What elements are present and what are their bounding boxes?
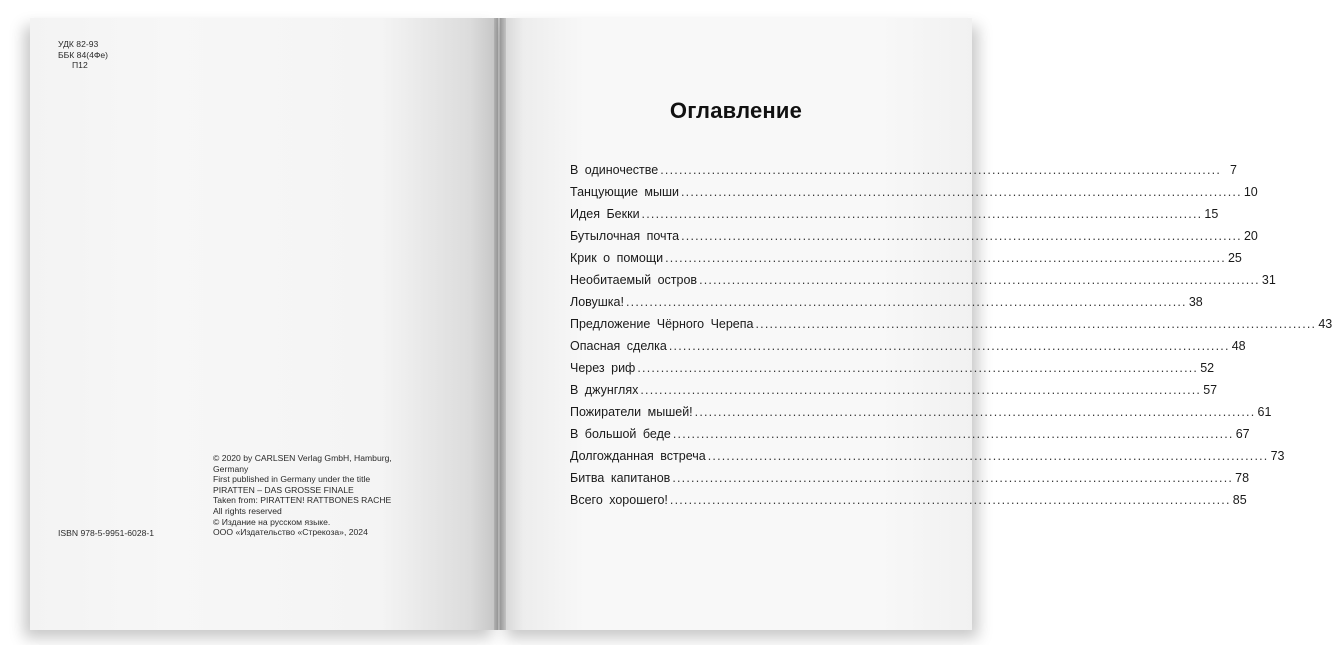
toc-entry-page-number: 57 — [1203, 383, 1218, 397]
toc-leader-dots: ........................................................................................................................ — [641, 207, 1203, 221]
table-of-contents — [570, 163, 1332, 515]
toc-leader-dots: ........................................................................................................................ — [707, 449, 1269, 463]
toc-entry-title: Опасная сделка — [570, 339, 667, 353]
toc-leader-dots: ........................................................................................................................ — [755, 317, 1317, 331]
toc-leader-dots: ........................................................................................................................ — [699, 273, 1260, 287]
toc-entry-page-number: 67 — [1235, 427, 1250, 441]
toc-entry-page-number: 43 — [1318, 317, 1332, 331]
udk-code: УДК 82-93 — [58, 39, 99, 49]
toc-entry-title: Крик о помощи — [570, 251, 664, 265]
copyright-line: Germany — [213, 463, 249, 474]
toc-entry-title: Через риф — [570, 361, 636, 375]
toc-entry-page-number: 73 — [1270, 449, 1285, 463]
isbn: ISBN 978-5-9951-6028-1 — [58, 528, 155, 538]
toc-entry — [570, 427, 1250, 449]
toc-leader-dots: ........................................................................................................................ — [660, 163, 1221, 177]
copyright-line: First published in Germany under the title — [213, 474, 371, 485]
toc-entry — [570, 317, 1332, 339]
toc-entry-page-number: 7 — [1230, 163, 1237, 177]
toc-entry-page-number: 48 — [1231, 339, 1246, 353]
toc-entry-page-number: 25 — [1227, 251, 1242, 265]
toc-entry-title: В джунглях — [570, 383, 639, 397]
toc-entry-title: В одиночестве — [570, 163, 659, 177]
toc-leader-dots: ........................................................................................................................ — [665, 251, 1226, 265]
toc-entry — [570, 273, 1276, 295]
toc-entry — [570, 361, 1215, 383]
toc-entry — [570, 185, 1258, 207]
toc-entry-page-number: 10 — [1243, 185, 1258, 199]
toc-entry — [570, 251, 1242, 273]
toc-entry — [570, 405, 1272, 427]
toc-entry-page-number: 52 — [1200, 361, 1215, 375]
classification-codes — [58, 39, 108, 71]
toc-leader-dots: ........................................................................................................................ — [672, 471, 1234, 485]
toc-leader-dots: ........................................................................................................................ — [625, 295, 1187, 309]
toc-entry-page-number: 38 — [1188, 295, 1203, 309]
toc-entry — [570, 207, 1219, 229]
toc-leader-dots: ........................................................................................................................ — [681, 229, 1242, 243]
toc-entry-title: Идея Бекки — [570, 207, 640, 221]
toc-leader-dots: ........................................................................................................................ — [694, 405, 1256, 419]
toc-entry — [570, 383, 1218, 405]
toc-entry-title: Бутылочная почта — [570, 229, 680, 243]
toc-entry — [570, 295, 1203, 317]
toc-entry-page-number: 61 — [1257, 405, 1272, 419]
toc-entry-page-number: 20 — [1243, 229, 1258, 243]
toc-leader-dots: ........................................................................................................................ — [672, 427, 1234, 441]
author-mark: П12 — [72, 60, 88, 71]
bbk-code: ББК 84(4Фе) — [58, 49, 109, 60]
toc-entry-page-number: 85 — [1232, 493, 1247, 507]
toc-entry — [570, 163, 1237, 185]
toc-entry-title: Пожиратели мышей! — [570, 405, 693, 419]
toc-entry-title: Ловушка! — [570, 295, 624, 309]
toc-entry — [570, 229, 1258, 251]
toc-entry-page-number: 15 — [1204, 207, 1219, 221]
toc-leader-dots: ........................................................................................................................ — [637, 361, 1199, 375]
toc-entry-title: Танцующие мыши — [570, 185, 679, 199]
toc-entry-title: Битва капитанов — [570, 471, 671, 485]
toc-entry-title: Долгожданная встреча — [570, 449, 706, 463]
copyright-line: © 2020 by CARLSEN Verlag GmbH, Hamburg, — [213, 453, 392, 463]
copyright-line: PIRATTEN – DAS GROSSE FINALE — [213, 484, 354, 495]
copyright-line: © Издание на русском языке. — [213, 516, 331, 527]
toc-entry — [570, 471, 1250, 493]
toc-entry-title: Необитаемый остров — [570, 273, 698, 287]
toc-entry-title: Предложение Чёрного Черепа — [570, 317, 754, 331]
copyright-line: All rights reserved — [213, 505, 282, 516]
copyright-line: ООО «Издательство «Стрекоза», 2024 — [213, 527, 368, 538]
toc-leader-dots: ........................................................................................................................ — [681, 185, 1242, 199]
toc-entry — [570, 493, 1247, 515]
copyright-line: Taken from: PIRATTEN! RATTBONES RACHE — [213, 495, 392, 506]
toc-entry-page-number: 31 — [1261, 273, 1276, 287]
toc-entry-title: В большой беде — [570, 427, 671, 441]
page-title: Оглавление — [669, 98, 803, 123]
toc-leader-dots: ........................................................................................................................ — [668, 339, 1230, 353]
toc-entry-page-number: 78 — [1235, 471, 1250, 485]
toc-entry-title: Всего хорошего! — [570, 493, 668, 507]
toc-entry — [570, 339, 1246, 361]
toc-leader-dots: ........................................................................................................................ — [669, 493, 1231, 507]
copyright-block — [213, 453, 413, 538]
toc-entry — [570, 449, 1285, 471]
toc-leader-dots: ........................................................................................................................ — [640, 383, 1202, 397]
